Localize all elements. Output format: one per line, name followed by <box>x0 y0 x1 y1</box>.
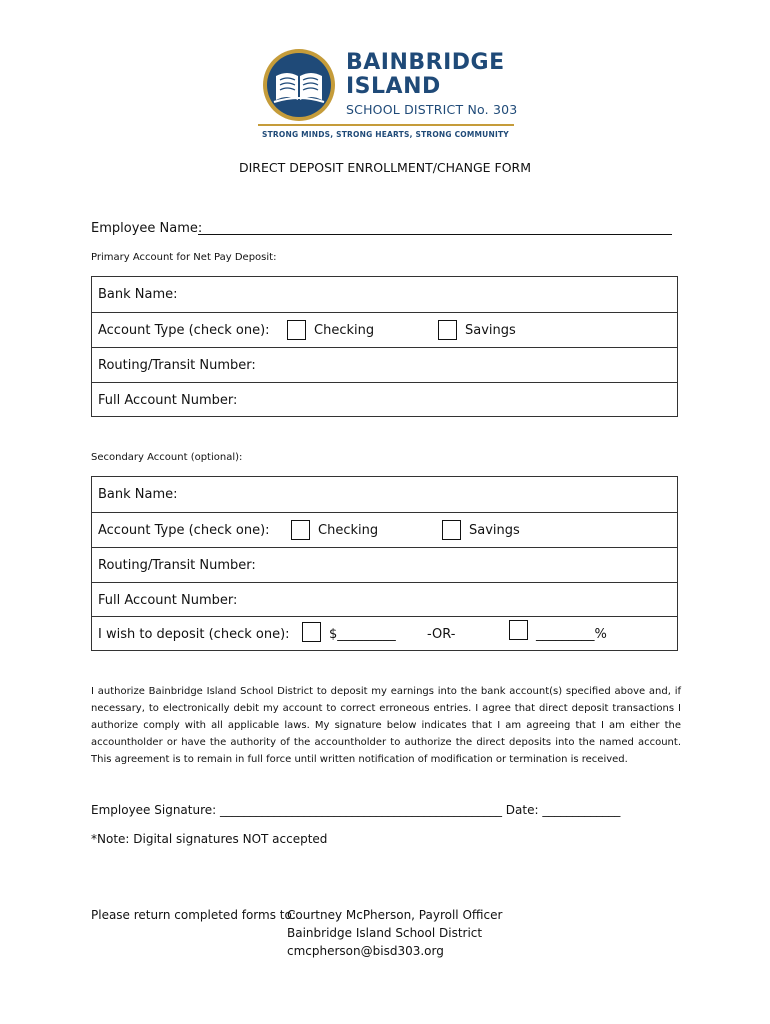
employee-name-label: Employee Name: <box>91 221 203 236</box>
deposit-choice-row <box>92 616 677 653</box>
savings-label: Savings <box>465 323 516 338</box>
dollar-amount-checkbox[interactable] <box>302 622 321 642</box>
savings-label: Savings <box>469 523 520 538</box>
form-title: DIRECT DEPOSIT ENROLLMENT/CHANGE FORM <box>238 160 532 175</box>
return-email-link[interactable]: cmcpherson@bisd303.org <box>287 944 444 958</box>
secondary-routing-row[interactable] <box>92 547 677 584</box>
checking-label: Checking <box>318 523 379 538</box>
logo-name-line3: SCHOOL DISTRICT No. 303 <box>346 102 518 117</box>
digital-signature-note: *Note: Digital signatures NOT accepted <box>91 832 328 846</box>
routing-label: Routing/Transit Number: <box>98 558 256 573</box>
account-number-label: Full Account Number: <box>98 593 238 608</box>
primary-account-number-row[interactable] <box>92 382 677 419</box>
account-type-label: Account Type (check one): <box>98 523 270 538</box>
district-logo <box>258 44 516 144</box>
bank-name-label: Bank Name: <box>98 287 178 302</box>
logo-divider <box>258 124 514 126</box>
percent-field[interactable]: _________% <box>536 627 607 642</box>
primary-bank-name-row[interactable] <box>98 277 677 313</box>
logo-name-line1: BAINBRIDGE <box>346 50 505 75</box>
secondary-account-number-row[interactable] <box>92 582 677 619</box>
logo-tagline: STRONG MINDS, STRONG HEARTS, STRONG COMMUNITY <box>262 130 509 139</box>
bank-name-label: Bank Name: <box>98 487 178 502</box>
employee-name-field[interactable] <box>198 234 672 235</box>
secondary-checking-checkbox[interactable] <box>291 520 310 540</box>
secondary-section-label: Secondary Account (optional): <box>91 452 243 463</box>
logo-name-line2: ISLAND <box>346 74 441 99</box>
deposit-choice-label: I wish to deposit (check one): <box>98 627 290 642</box>
or-separator: -OR- <box>427 627 456 642</box>
signature-date-line[interactable]: Employee Signature: _______________________________________________ Date: _____________ <box>91 803 621 817</box>
secondary-bank-name-row[interactable] <box>98 477 677 513</box>
secondary-account-type-row <box>92 512 677 549</box>
dollar-amount-field[interactable]: $_________ <box>329 627 396 642</box>
primary-savings-checkbox[interactable] <box>438 320 457 340</box>
return-name: Courtney McPherson, Payroll Officer <box>287 908 503 922</box>
primary-routing-row[interactable] <box>92 347 677 384</box>
secondary-savings-checkbox[interactable] <box>442 520 461 540</box>
primary-checking-checkbox[interactable] <box>287 320 306 340</box>
primary-section-label: Primary Account for Net Pay Deposit: <box>91 252 277 263</box>
primary-account-type-row <box>92 312 677 349</box>
book-seal-icon <box>262 48 336 122</box>
secondary-account-box <box>91 476 678 651</box>
percent-checkbox[interactable] <box>509 620 528 640</box>
account-number-label: Full Account Number: <box>98 393 238 408</box>
account-type-label: Account Type (check one): <box>98 323 270 338</box>
checking-label: Checking <box>314 323 375 338</box>
authorization-paragraph: I authorize Bainbridge Island School District to deposit my earnings into the bank account(s) specified above and, if necessary, to electronically debit my account to correct erroneous entries. I agree that direct deposit transactions I authorize comply with all applicable laws. My signature below indicates that I am agreeing that I am either the accountholder or have the authority of the accountholder to authorize the direct deposits into the named account. This agreement is to remain in full force until written notification of modification or termination is received. <box>91 686 681 765</box>
routing-label: Routing/Transit Number: <box>98 358 256 373</box>
return-org: Bainbridge Island School District <box>287 926 483 940</box>
primary-account-box <box>91 276 678 417</box>
return-label: Please return completed forms to: <box>91 908 296 922</box>
